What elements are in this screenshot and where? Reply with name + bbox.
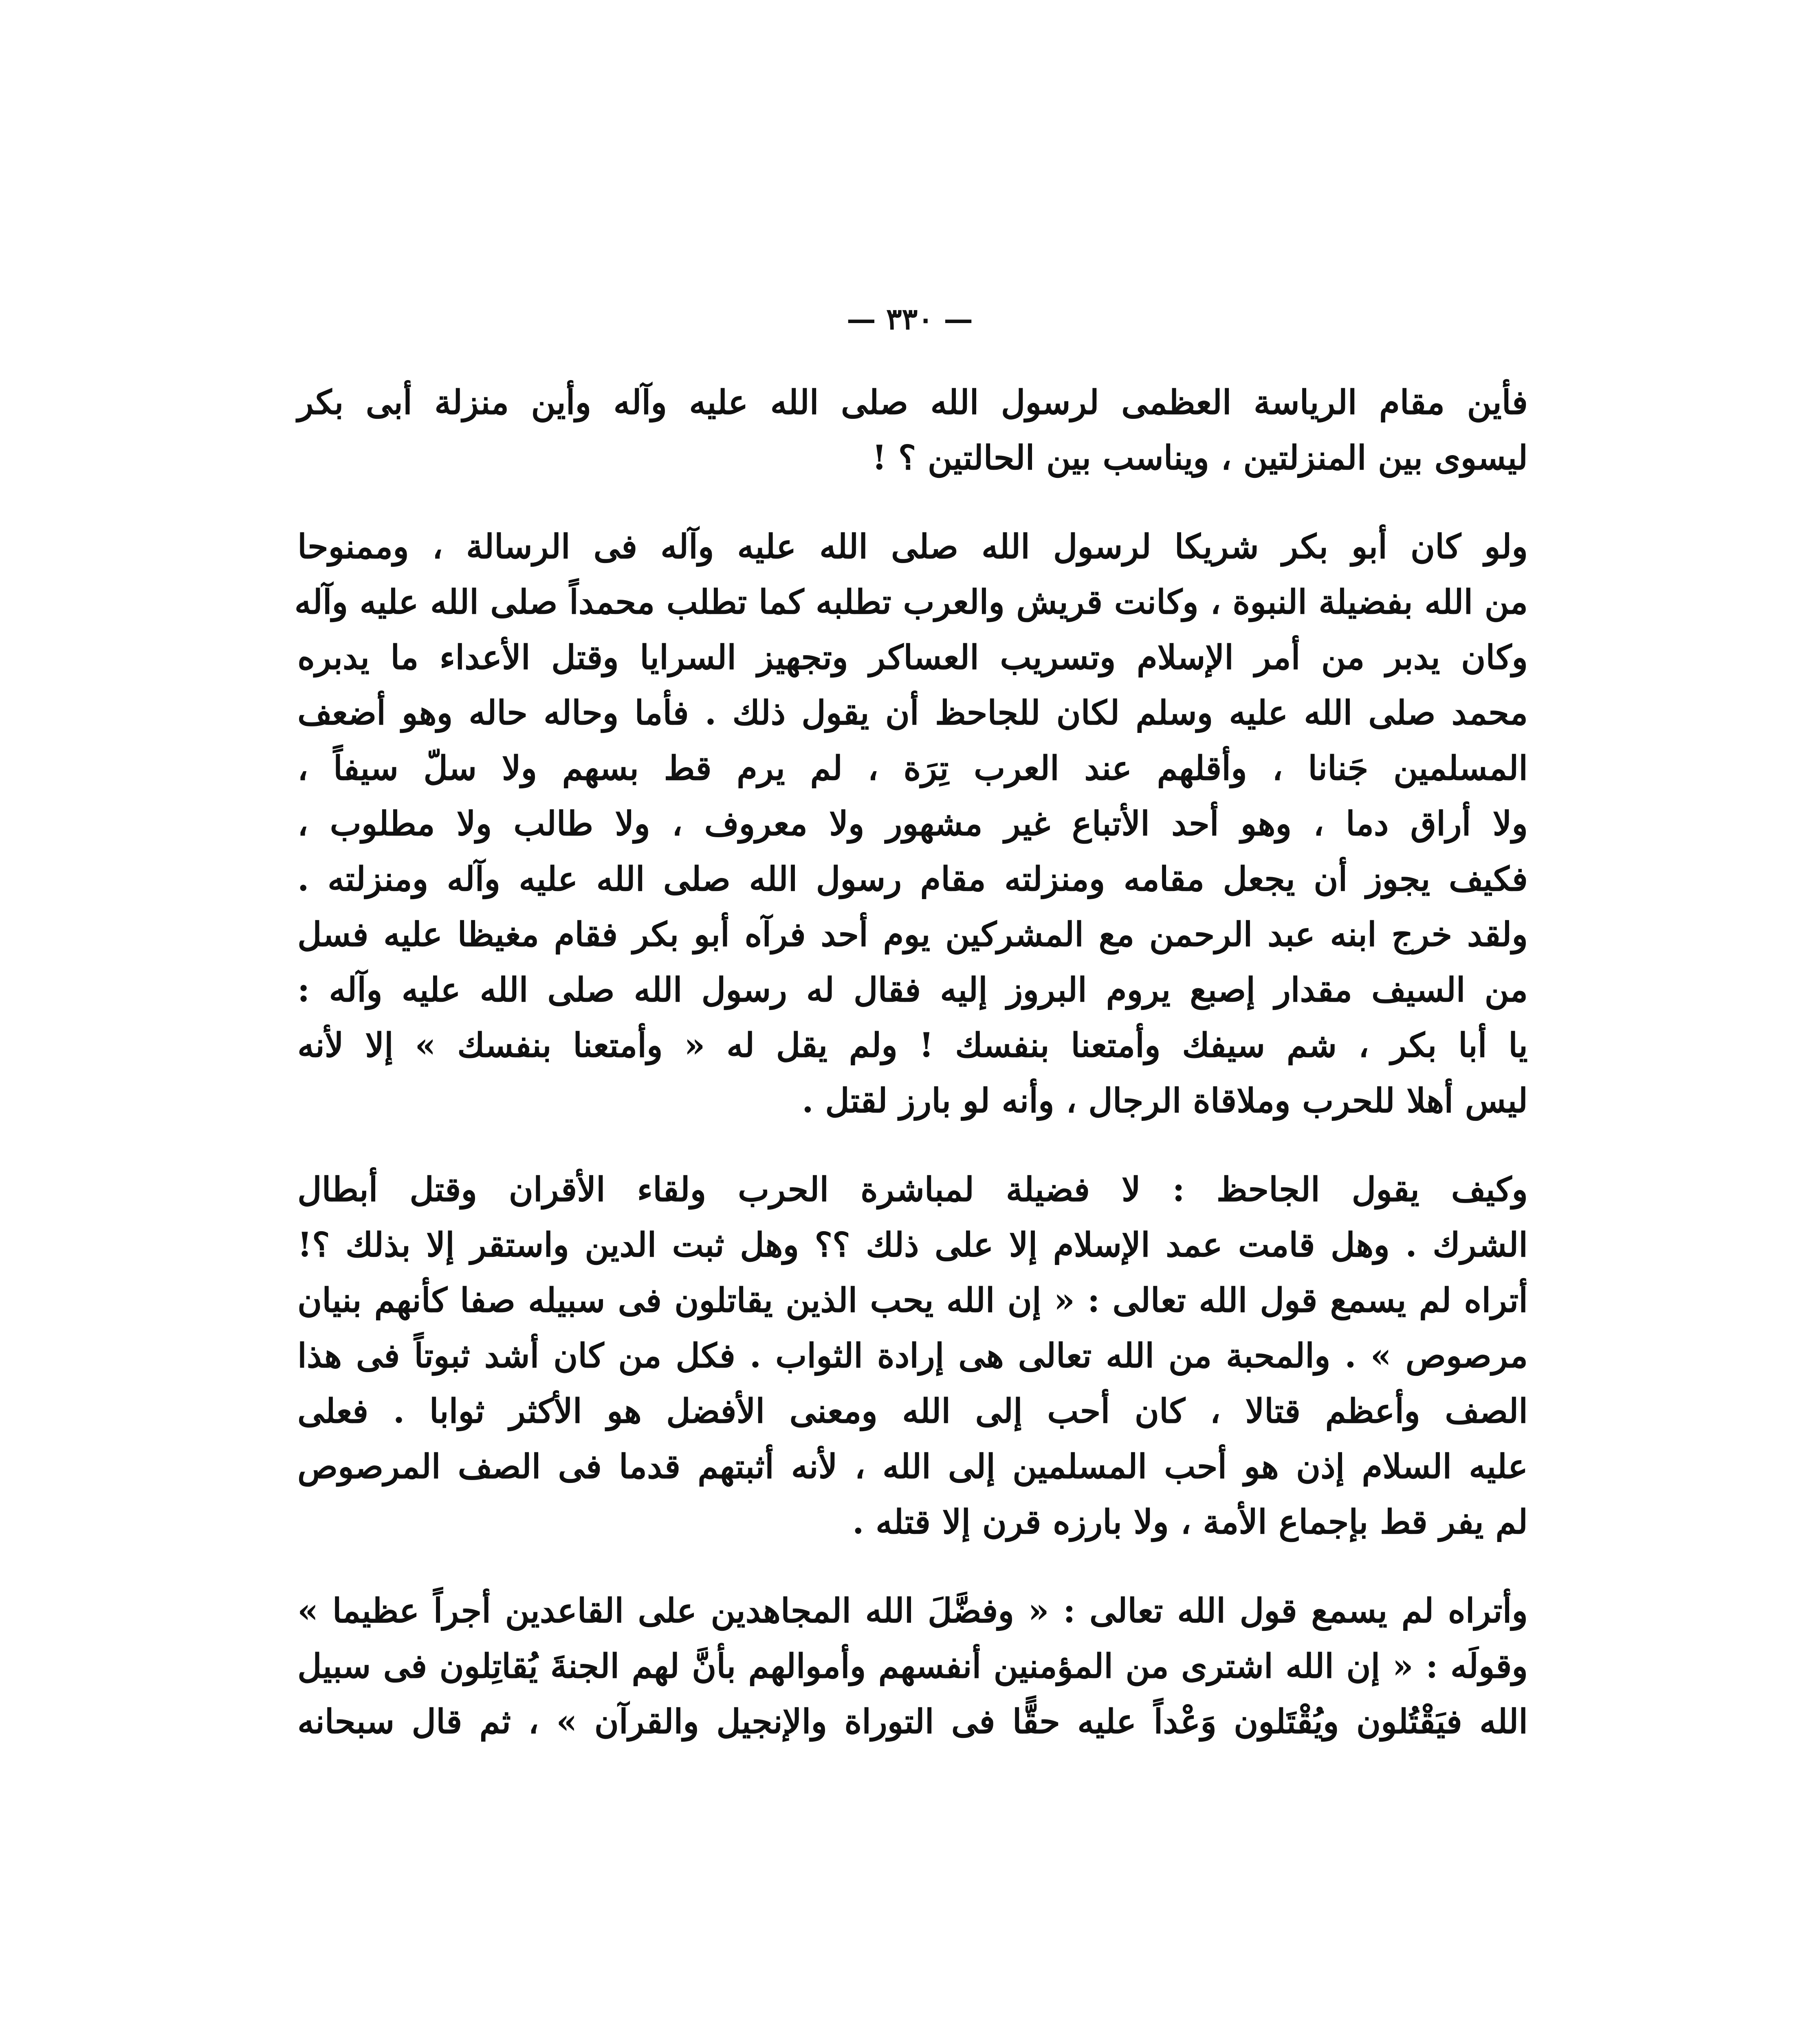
text-line: لم يفر قط بإجماع الأمة ، ولا بارزه قرن إلا قتله . — [852, 1502, 1528, 1542]
text-line: وكان يدبر من أمر الإسلام وتسريب العساكر وتجهيز السرايا وقتل الأعداء ما يدبره — [297, 638, 1528, 677]
text-line: ولا أراق دما ، وهو أحد الأتباع غير مشهور ولا معروف ، ولا طالب ولا مطلوب ، — [297, 804, 1528, 843]
page-number: — ٣٣٠ — — [846, 301, 973, 336]
text-line: الله فيَقْتُلون ويُقْتَلون وَعْداً عليه حقًّا فى التوراة والإنجيل والقرآن » ، ثم قال سبحانه — [297, 1702, 1528, 1741]
text-line: من الله بفضيلة النبوة ، وكانت قريش والعرب تطلبه كما تطلب محمداً صلى الله عليه وآله — [294, 583, 1528, 622]
text-line: ولقد خرج ابنه عبد الرحمن مع المشركين يوم أحد فرآه أبو بكر فقام مغيظا عليه فسل — [297, 915, 1528, 954]
text-line: الشرك . وهل قامت عمد الإسلام إلا على ذلك ؟؟ وهل ثبت الدين واستقر إلا بذلك ؟! — [297, 1225, 1528, 1265]
text-line: عليه السلام إذن هو أحب المسلمين إلى الله ، لأنه أثبتهم قدما فى الصف المرصوص — [297, 1447, 1528, 1486]
text-line: من السيف مقدار إصبع يروم البروز إليه فقال له رسول الله صلى الله عليه وآله : — [297, 970, 1528, 1010]
paragraph-2 — [294, 519, 1528, 1128]
paragraph-4 — [297, 1583, 1528, 1749]
text-line: وكيف يقول الجاحظ : لا فضيلة لمباشرة الحرب ولقاء الأقران وقتل أبطال — [297, 1170, 1528, 1209]
text-line: أتراه لم يسمع قول الله تعالى : « إن الله يحب الذين يقاتلون فى سبيله صفا كأنهم بنيان — [297, 1281, 1528, 1320]
text-line: ليس أهلا للحرب وملاقاة الرجال ، وأنه لو بارز لقتل . — [802, 1081, 1528, 1120]
text-line: مرصوص » . والمحبة من الله تعالى هى إرادة الثواب . فكل من كان أشد ثبوتاً فى هذا — [297, 1336, 1528, 1375]
text-line: المسلمين جَنانا ، وأقلهم عند العرب تِرَة ، لم يرم قط بسهم ولا سلّ سيفاً ، — [297, 749, 1528, 788]
text-line: وأتراه لم يسمع قول الله تعالى : « وفضَّلَ الله المجاهدين على القاعدين أجراً عظيما » — [297, 1591, 1528, 1630]
text-line: فكيف يجوز أن يجعل مقامه ومنزلته مقام رسول الله صلى الله عليه وآله ومنزلته . — [297, 860, 1528, 899]
text-line: ولو كان أبو بكر شريكا لرسول الله صلى الله عليه وآله فى الرسالة ، وممنوحا — [297, 527, 1528, 566]
text-line: الصف وأعظم قتالا ، كان أحب إلى الله ومعنى الأفضل هو الأكثر ثوابا . فعلى — [297, 1392, 1528, 1431]
text-line: يا أبا بكر ، شم سيفك وأمتعنا بنفسك ! ولم يقل له « وأمتعنا بنفسك » إلا لأنه — [297, 1026, 1528, 1065]
text-line: محمد صلى الله عليه وسلم لكان للجاحظ أن يقول ذلك . فأما وحاله حاله وهو أضعف — [297, 693, 1528, 733]
text-line: وقولَه : « إن الله اشترى من المؤمنين أنفسهم وأموالهم بأنَّ لهم الجنةَ يُقاتِلون فى سبيل — [297, 1647, 1528, 1686]
paragraph-1 — [297, 375, 1528, 486]
paragraph-3 — [297, 1162, 1528, 1550]
text-line: فأين مقام الرياسة العظمى لرسول الله صلى الله عليه وآله وأين منزلة أبى بكر — [297, 383, 1528, 422]
body-text — [294, 375, 1528, 1783]
text-line: ليسوى بين المنزلتين ، ويناسب بين الحالتين ؟ ! — [872, 438, 1528, 477]
